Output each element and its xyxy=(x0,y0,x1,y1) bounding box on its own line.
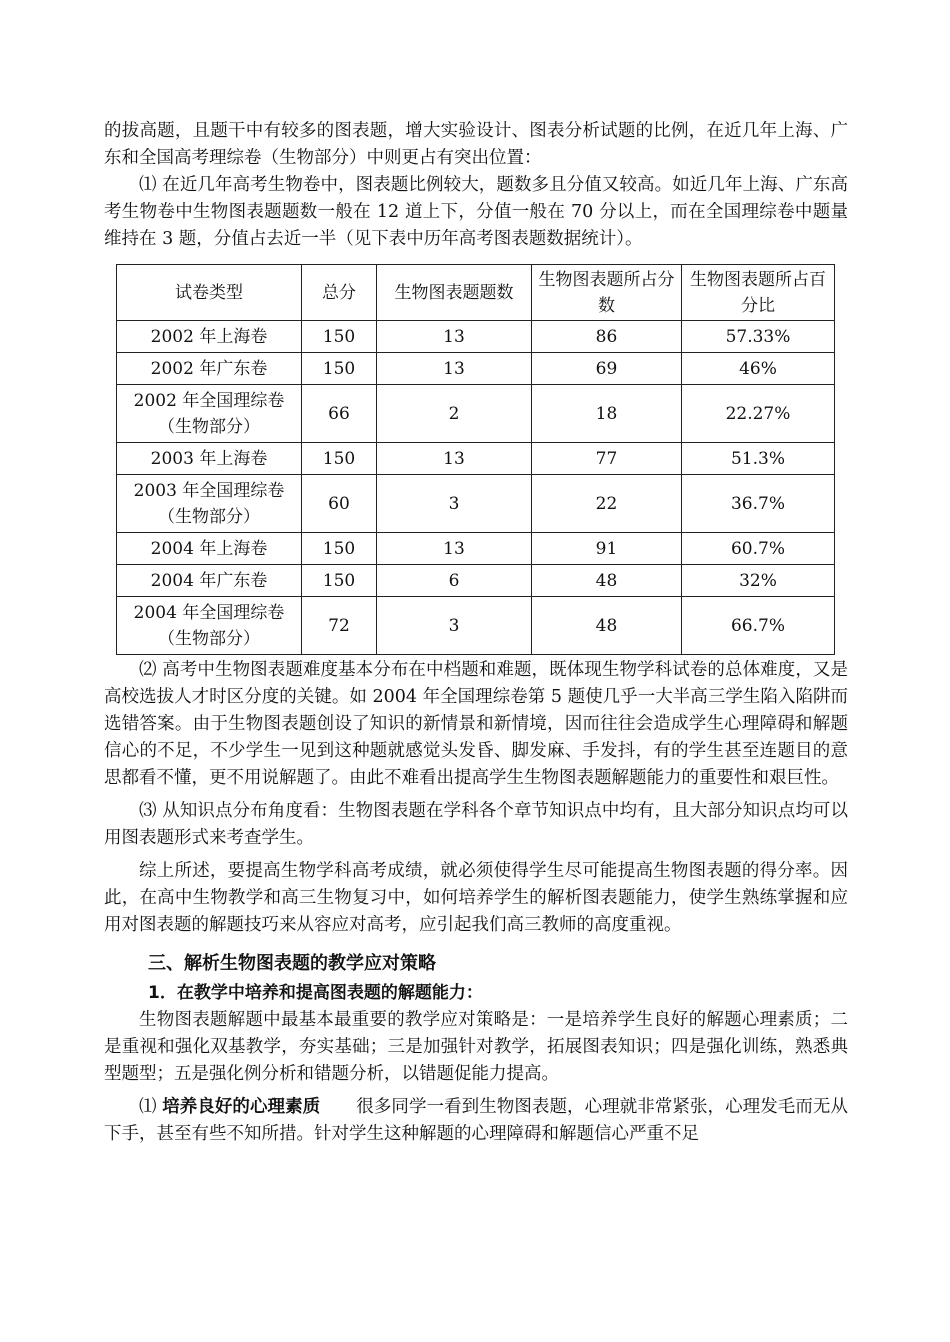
point-2-paragraph: ⑵ 高考中生物图表题难度基本分布在中档题和难题，既体现生物学科试卷的总体难度，又是高校选拔人才时区分度的关键。如 2004 年全国理综卷第 5 题使几乎一大半高三学生陷入陷阱而选错答案。由于生物图表题创设了知识的新情景和新情境，因而往往会造成学生心理障碍和解题信心的不足，不少学生一见到这种题就感觉头发昏、脚发麻、手发抖，有的学生甚至连题目的意思都看不懂，更不用说解题了。由此不难看出提高学生生物图表题解题能力的重要性和艰巨性。 xyxy=(104,660,848,788)
cell-percent: 60.7% xyxy=(682,533,835,565)
table-row xyxy=(117,353,835,385)
strategy-paragraph: 生物图表题解题中最基本最重要的教学应对策略是：一是培养学生良好的解题心理素质；二是重视和强化双基教学，夯实基础；三是加强针对教学，拓展图表知识；四是强化训练，熟悉典型题型；五是强化例分析和错题分析，以错题促能力提高。 xyxy=(104,1010,848,1084)
cell-count: 6 xyxy=(377,565,532,597)
cell-percent: 32% xyxy=(682,565,835,597)
table-row xyxy=(117,321,835,353)
table-row xyxy=(117,533,835,565)
cell-score: 69 xyxy=(532,353,682,385)
cell-percent: 66.7% xyxy=(682,597,835,655)
cell-total: 150 xyxy=(302,443,377,475)
cell-percent: 51.3% xyxy=(682,443,835,475)
point-psychology-text: 很多同学一看到生物图表题，心理就非常紧张，心理发毛而无从下手，甚至有些不知所措。针对学生这种解题的心理障碍和解题信心严重不足 xyxy=(104,1097,848,1144)
cell-score: 22 xyxy=(532,475,682,533)
cell-type: 2003 年全国理综卷（生物部分） xyxy=(117,475,302,533)
cell-total: 150 xyxy=(302,321,377,353)
summary-paragraph: 综上所述，要提高生物学科高考成绩，就必须使得学生尽可能提高生物图表题的得分率。因此，在高中生物教学和高三生物复习中，如何培养学生的解析图表题能力，使学生熟练掌握和应用对图表题的解题技巧来从容应对高考，应引起我们高三教师的高度重视。 xyxy=(104,861,848,935)
cell-score: 77 xyxy=(532,443,682,475)
point-marker: ⑴ xyxy=(139,1097,163,1117)
cell-type: 2004 年全国理综卷（生物部分） xyxy=(117,597,302,655)
cell-score: 91 xyxy=(532,533,682,565)
cell-count: 13 xyxy=(377,321,532,353)
cell-total: 150 xyxy=(302,565,377,597)
cell-percent: 57.33% xyxy=(682,321,835,353)
cell-type: 2002 年全国理综卷（生物部分） xyxy=(117,385,302,443)
cell-count: 2 xyxy=(377,385,532,443)
cell-count: 13 xyxy=(377,443,532,475)
table-row xyxy=(117,565,835,597)
cell-count: 13 xyxy=(377,533,532,565)
cell-count: 3 xyxy=(377,597,532,655)
cell-total: 150 xyxy=(302,353,377,385)
table-row xyxy=(117,385,835,443)
header-cell-percent: 生物图表题所占百分比 xyxy=(682,265,835,321)
cell-score: 48 xyxy=(532,565,682,597)
table-row xyxy=(117,597,835,655)
cell-type: 2004 年上海卷 xyxy=(117,533,302,565)
header-cell-total: 总分 xyxy=(302,265,377,321)
point-1-paragraph: ⑴ 在近几年高考生物卷中，图表题比例较大，题数多且分值又较高。如近几年上海、广东高考生物卷中生物图表题题数一般在 12 道上下，分值一般在 70 分以上，而在全国理综卷中题量维持在 3 题，分值占去近一半（见下表中历年高考图表题数据统计）。 xyxy=(104,175,848,249)
cell-type: 2002 年广东卷 xyxy=(117,353,302,385)
subsection-heading: 1．在教学中培养和提高图表题的解题能力： xyxy=(148,983,483,1003)
cell-percent: 36.7% xyxy=(682,475,835,533)
header-cell-score: 生物图表题所占分数 xyxy=(532,265,682,321)
cell-total: 72 xyxy=(302,597,377,655)
cell-type: 2004 年广东卷 xyxy=(117,565,302,597)
cell-score: 48 xyxy=(532,597,682,655)
section-heading: 三、解析生物图表题的教学应对策略 xyxy=(148,953,436,974)
cell-score: 18 xyxy=(532,385,682,443)
table-row xyxy=(117,443,835,475)
body-block xyxy=(104,657,848,1148)
cell-total: 66 xyxy=(302,385,377,443)
cell-count: 3 xyxy=(377,475,532,533)
cell-percent: 46% xyxy=(682,353,835,385)
intro-block xyxy=(104,118,848,253)
keyword-heading: 培养良好的心理素质 xyxy=(162,1097,321,1117)
cell-percent: 22.27% xyxy=(682,385,835,443)
point-3-paragraph: ⑶ 从知识点分布角度看：生物图表题在学科各个章节知识点中均有，且大部分知识点均可以用图表题形式来考查学生。 xyxy=(104,801,848,848)
cell-type: 2003 年上海卷 xyxy=(117,443,302,475)
point-psychology-paragraph xyxy=(104,1094,848,1148)
exam-stats-table xyxy=(116,264,835,655)
header-cell-count: 生物图表题题数 xyxy=(377,265,532,321)
intro-paragraph: 的拔高题，且题干中有较多的图表题，增大实验设计、图表分析试题的比例，在近几年上海、广东和全国高考理综卷（生物部分）中则更占有突出位置： xyxy=(104,121,848,168)
cell-score: 86 xyxy=(532,321,682,353)
table-header-row xyxy=(117,265,835,321)
cell-total: 150 xyxy=(302,533,377,565)
header-cell-type: 试卷类型 xyxy=(117,265,302,321)
cell-type: 2002 年上海卷 xyxy=(117,321,302,353)
cell-total: 60 xyxy=(302,475,377,533)
cell-count: 13 xyxy=(377,353,532,385)
table-row xyxy=(117,475,835,533)
